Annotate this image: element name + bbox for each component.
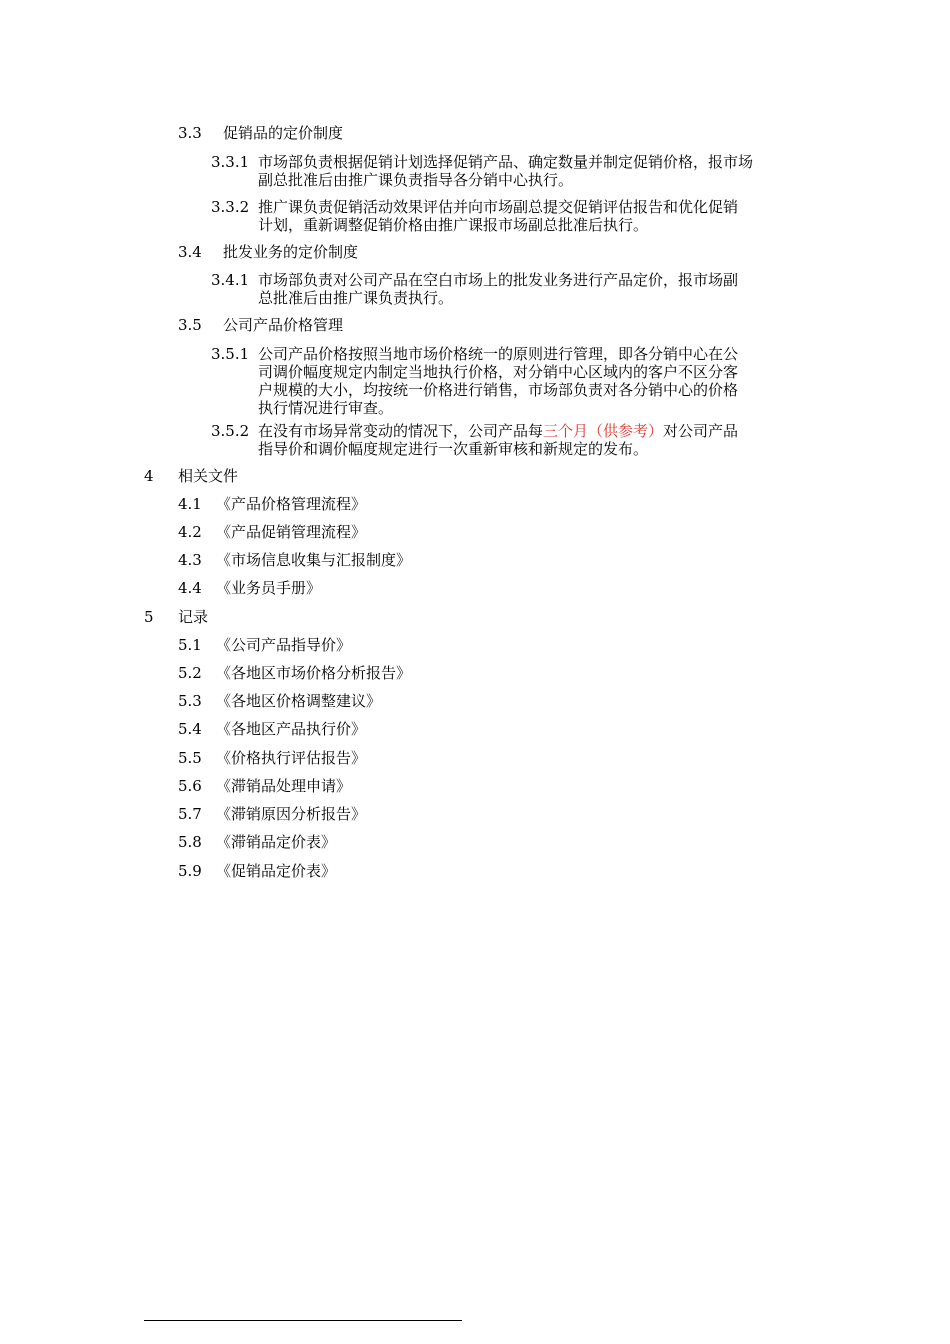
chapter-title: 记录: [178, 608, 209, 626]
clause-text: 对公司产品: [663, 422, 739, 440]
item-text: 《滞销原因分析报告》: [216, 805, 367, 823]
item-number: 5.1: [178, 636, 202, 654]
clause-line: 指导价和调价幅度规定进行一次重新审核和新规定的发布。: [258, 440, 649, 458]
clause-number: 3.3.1: [211, 153, 250, 171]
item-number: 5.2: [178, 664, 202, 682]
section-number: 3.4: [178, 243, 202, 261]
item-text: 《产品价格管理流程》: [216, 495, 367, 513]
section-title: 促销品的定价制度: [223, 124, 344, 142]
clause-line: 计划，重新调整促销价格由推广课报市场副总批准后执行。: [258, 216, 649, 234]
clause-text: 在没有市场异常变动的情况下，公司产品每: [258, 422, 544, 440]
clause-number: 3.3.2: [211, 198, 250, 216]
item-number: 5.9: [178, 862, 202, 880]
item-number: 5.3: [178, 692, 202, 710]
chapter-number: 5: [144, 608, 154, 626]
item-number: 5.7: [178, 805, 202, 823]
item-text: 《滞销品定价表》: [216, 833, 337, 851]
item-number: 4.3: [178, 551, 202, 569]
item-number: 4.4: [178, 579, 202, 597]
item-text: 《产品促销管理流程》: [216, 523, 367, 541]
section-title: 批发业务的定价制度: [223, 243, 359, 261]
item-text: 《市场信息收集与汇报制度》: [216, 551, 412, 569]
item-text: 《公司产品指导价》: [216, 636, 352, 654]
item-text: 《各地区市场价格分析报告》: [216, 664, 412, 682]
clause-line: 市场部负责根据促销计划选择促销产品、确定数量并制定促销价格，报市场: [258, 153, 754, 171]
item-text: 《促销品定价表》: [216, 862, 337, 880]
footnote-separator: [144, 1320, 462, 1321]
chapter-number: 4: [144, 467, 154, 485]
item-number: 5.6: [178, 777, 202, 795]
highlighted-note: 三个月（供参考）: [543, 422, 664, 440]
clause-number: 3.5.2: [211, 422, 250, 440]
clause-line: 公司产品价格按照当地市场价格统一的原则进行管理，即各分销中心在公: [258, 345, 739, 363]
item-text: 《价格执行评估报告》: [216, 749, 367, 767]
clause-line: [258, 422, 738, 440]
item-number: 4.2: [178, 523, 202, 541]
clause-line: 总批准后由推广课负责执行。: [258, 289, 454, 307]
clause-line: 司调价幅度规定内制定当地执行价格，对分销中心区域内的客户不区分客: [258, 363, 739, 381]
clause-number: 3.5.1: [211, 345, 250, 363]
item-text: 《业务员手册》: [216, 579, 322, 597]
chapter-title: 相关文件: [178, 467, 239, 485]
item-number: 5.8: [178, 833, 202, 851]
item-number: 5.5: [178, 749, 202, 767]
item-text: 《各地区产品执行价》: [216, 720, 367, 738]
item-number: 4.1: [178, 495, 202, 513]
clause-line: 推广课负责促销活动效果评估并向市场副总提交促销评估报告和优化促销: [258, 198, 739, 216]
clause-line: 市场部负责对公司产品在空白市场上的批发业务进行产品定价，报市场副: [258, 271, 739, 289]
section-number: 3.3: [178, 124, 202, 142]
clause-number: 3.4.1: [211, 271, 250, 289]
item-text: 《滞销品处理申请》: [216, 777, 352, 795]
item-text: 《各地区价格调整建议》: [216, 692, 382, 710]
clause-line: 户规模的大小，均按统一价格进行销售，市场部负责对各分销中心的价格: [258, 381, 739, 399]
item-number: 5.4: [178, 720, 202, 738]
section-number: 3.5: [178, 316, 202, 334]
section-title: 公司产品价格管理: [223, 316, 344, 334]
clause-line: 副总批准后由推广课负责指导各分销中心执行。: [258, 171, 574, 189]
clause-line: 执行情况进行审查。: [258, 399, 394, 417]
